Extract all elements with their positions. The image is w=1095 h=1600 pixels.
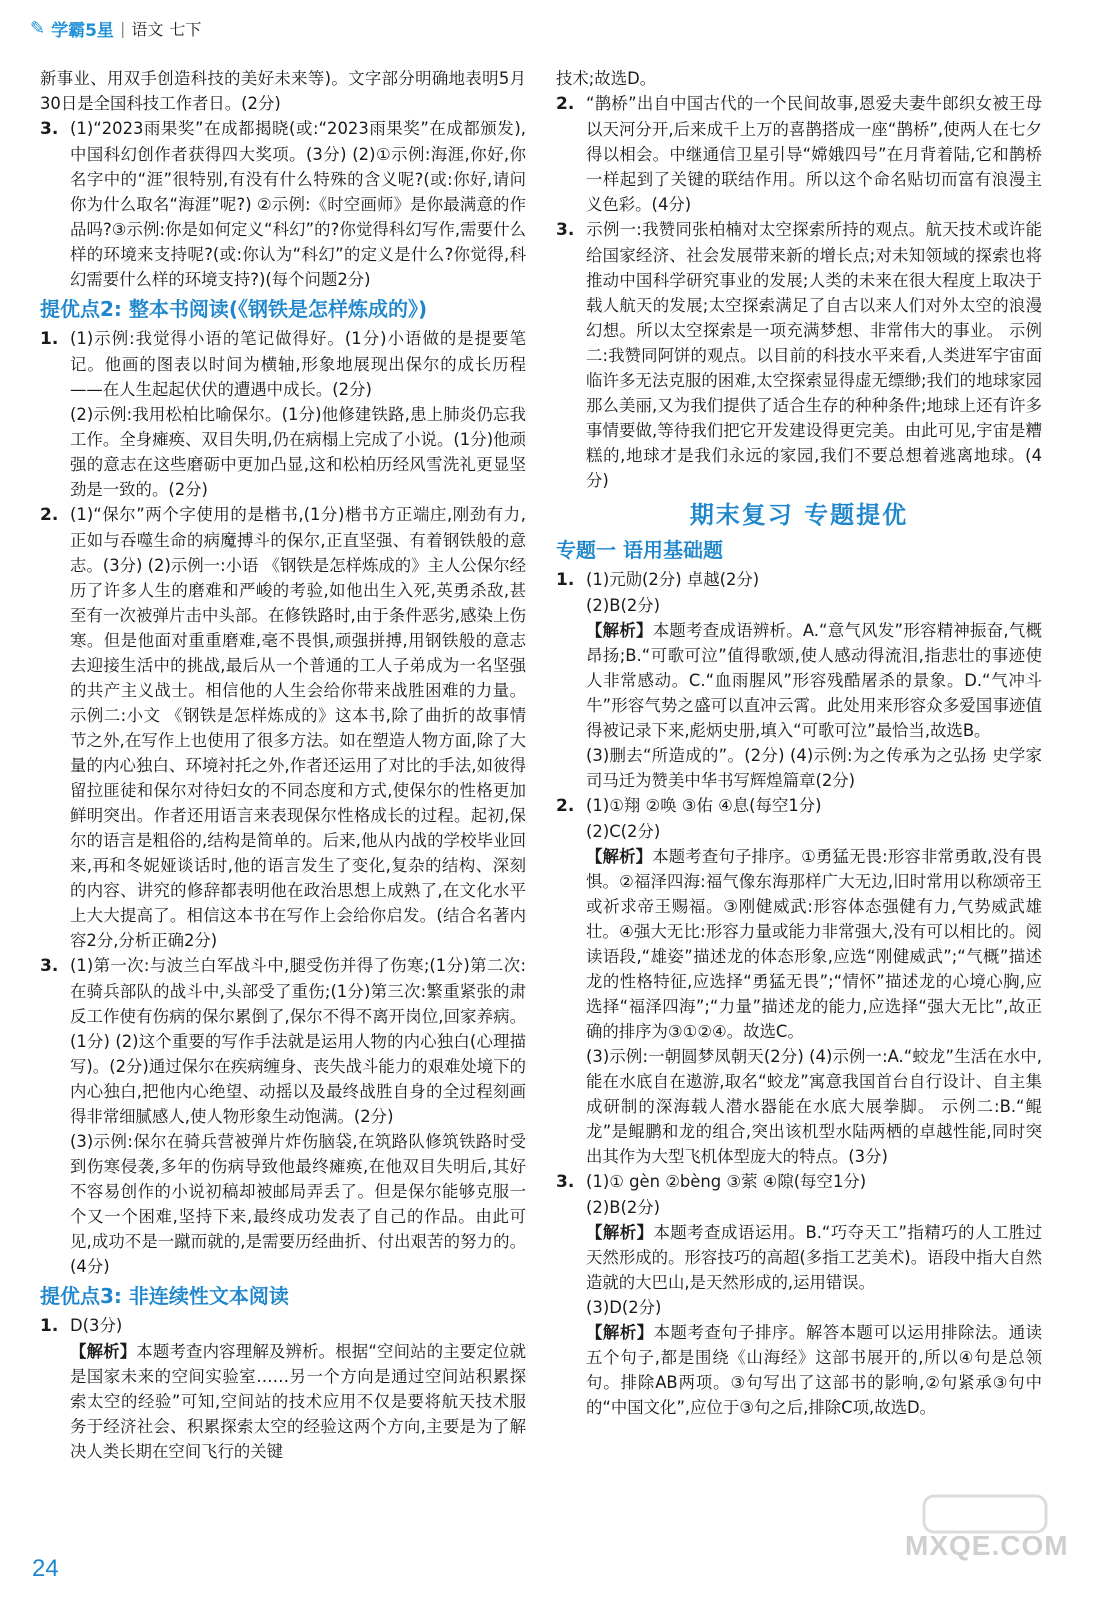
- answer-item: [40, 1313, 526, 1339]
- item-text: (1)元勋(2分) 卓越(2分): [586, 570, 760, 589]
- item-number: 3.: [40, 119, 59, 139]
- sub-answer: (3)示例:保尔在骑兵营被弹片炸伤脑袋,在筑路队修筑铁路时受到伤寒侵袭,多年的伤病导致他最终瘫痪,在他双目失明后,其好不容易创作的小说初稿却被邮局弄丢了。但是保尔能够克服一个又一个困难,坚持下来,最终成功发表了自己的作品。由此可见,成功不是一蹴而就的,是需要历经曲折、付出艰苦的努力的。(4分): [70, 1132, 526, 1276]
- item-number: 1.: [40, 329, 59, 349]
- analysis-label: 【解析】: [586, 1223, 654, 1242]
- item-number: 1.: [556, 570, 575, 590]
- item-number: 2.: [556, 796, 575, 816]
- item-text: (1)“保尔”两个字使用的是楷书,(1分)楷书方正端庄,刚劲有力,正如与吞噬生命的病魔搏斗的保尔,正直坚强、有着钢铁般的意志。(3分) (2)示例一:小语 《钢铁是怎样炼成的》主人公保尔经历了许多人生的磨难和严峻的考验,如他出生入死,英勇杀敌,甚至有一次被弹片击中头部。在修铁路时,由于条件恶劣,感染上伤寒。但是他面对重重磨难,毫不畏惧,顽强拼搏,用钢铁般的意志去迎接生活中的挑战,最后从一个普通的工人子弟成为一名坚强的共产主义战士。相信他的人生会给你带来战胜困难的力量。 示例二:小文 《钢铁是怎样炼成的》这本书,除了曲折的故事情节之外,在写作上也使用了很多方法。如在塑造人物方面,除了大量的内心独白、环境衬托之外,作者还运用了对比的手法,如彼得留拉匪徒和保尔对待妇女的不同态度和方式,使保尔的性格更加鲜明突出。作者还用语言来表现保尔性格成长的过程。起初,保尔的语言是粗俗的,结构是简单的。后来,他从内战的学校毕业回来,再和冬妮娅谈话时,他的语言发生了变化,复杂的结构、深刻的内容、讲究的修辞都表明他在政治思想上成熟了,在文化水平上大大提高了。相信这本书在写作上会给你启发。(结合名著内容2分,分析正确2分): [70, 505, 526, 950]
- item-number: 2.: [556, 94, 575, 114]
- analysis-text: 本题考查成语辨析。A.“意气风发”形容精神振奋,气概昂扬;B.“可歌可泣”值得歌颂,使人感动得流泪,指悲壮的事迹使人非常感动。C.“血雨腥风”形容残酷屠杀的景象。D.“气冲斗牛”形容气势之盛可以直冲云霄。此处用来形容众多爱国事迹值得被记录下来,彪炳史册,填入“可歌可泣”最恰当,故选B。: [586, 621, 1042, 740]
- analysis-text: 本题考查句子排序。①勇猛无畏:形容非常勇敢,没有畏惧。②福泽四海:福气像东海那样广大无边,旧时常用以称颂帝王或祈求帝王赐福。③刚健威武:形容体态强健有力,气势威武雄壮。④强大无比:形容力量或能力非常强大,没有可以相比的。阅读语段,“雄姿”描述龙的体态形象,应选“刚健威武”;“气概”描述龙的性格特征,应选择“勇猛无畏”;“情怀”描述龙的心境心胸,应选择“福泽四海”;“力量”描述龙的能力,应选择“强大无比”,故正确的排序为③①②④。故选C。: [586, 847, 1042, 1041]
- section-heading: 提优点3: 非连续性文本阅读: [40, 1284, 289, 1308]
- analysis-note: [556, 618, 1042, 743]
- sub-answer: (2)C(2分): [586, 822, 661, 841]
- watermark: MXQE.COM: [905, 1530, 1069, 1561]
- item-text: 示例一:我赞同张柏楠对太空探索所持的观点。航天技术或许能给国家经济、社会发展带来新的增长点;对未知领域的探索也将推动中国科学研究事业的发展;人类的未来在很大程度上取决于载人航天的发展;太空探索满足了自古以来人们对外太空的浪漫幻想。所以太空探索是一项充满梦想、非常伟大的事业。 示例二:我赞同阿饼的观点。以目前的科技水平来看,人类进军宇宙面临许多无法克服的困难,太空探索显得虚无缥缈;我们的地球家园那么美丽,又为我们提供了适合生存的种种条件;地球上还有许多事情要做,等待我们把它开发建设得更完美。由此可见,宇宙是糟糕的,地球才是我们永远的家园,我们不要总想着逃离地球。(4分): [586, 220, 1042, 490]
- answer-item: [556, 1169, 1042, 1195]
- item-text: (1)①翔 ②唤 ③佑 ④息(每空1分): [586, 796, 822, 815]
- sub-answer: (3)删去“所造成的”。(2分) (4)示例:为之传承为之弘扬 史学家司马迁为赞美中华书写辉煌篇章(2分): [586, 746, 1042, 790]
- right-column: [556, 66, 1042, 1420]
- chapter-heading: 期末复习 专题提优: [689, 501, 909, 529]
- answer-item: [40, 502, 526, 953]
- analysis-note: [556, 1220, 1042, 1295]
- analysis-note: [40, 1339, 526, 1464]
- header-grade: 七下: [169, 19, 202, 39]
- section-heading: 专题一 语用基础题: [556, 538, 723, 562]
- analysis-note: [556, 844, 1042, 1044]
- left-column: [40, 66, 526, 1464]
- analysis-label: 【解析】: [586, 847, 653, 866]
- sub-answer: (2)B(2分): [586, 596, 661, 615]
- item-text: (1)① gèn ②bèng ③萦 ④隙(每空1分): [586, 1172, 867, 1191]
- header-divider: |: [119, 18, 126, 38]
- answer-item: [556, 793, 1042, 819]
- answer-item: [40, 953, 526, 1129]
- brand-logo-icon: ✎: [30, 17, 46, 39]
- analysis-note: [556, 1320, 1042, 1420]
- section-heading: 提优点2: 整本书阅读(《钢铁是怎样炼成的》): [40, 297, 428, 321]
- analysis-text: 本题考查句子排序。解答本题可以运用排除法。通读五个句子,都是围绕《山海经》这部书展开的,所以④句是总领句。排除AB两项。③句写出了这部书的影响,②句紧承③句中的“中国文化”,应位于③句之后,排除C项,故选D。: [586, 1323, 1043, 1417]
- answer-item: [40, 116, 526, 292]
- analysis-text: 本题考查成语运用。B.“巧夺天工”指精巧的人工胜过天然形成的。形容技巧的高超(多指工艺美术)。语段中指大自然造就的大巴山,是天然形成的,运用错误。: [586, 1223, 1042, 1292]
- item-text: “鹊桥”出自中国古代的一个民间故事,恩爱夫妻牛郎织女被王母以天河分开,后来成千上万的喜鹊搭成一座“鹊桥”,使两人在七夕得以相会。中继通信卫星引导“嫦娥四号”在月背着陆,它和鹊桥一样起到了关键的联结作用。所以这个命名贴切而富有浪漫主义色彩。(4分): [586, 94, 1042, 214]
- item-text: (1)“2023雨果奖”在成都揭晓(或:“2023雨果奖”在成都颁发),中国科幻创作者获得四大奖项。(3分) (2)①示例:海涯,你好,你名字中的“涯”很特别,有没有什么特殊的含义呢?(或:你好,请问你为什么取名“海涯”呢?) ②示例:《时空画师》是你最满意的作品吗?③示例:你是如何定义“科幻”的?你觉得科幻写作,需要什么样的环境来支持呢?(或:你认为“科幻”的定义是什么?你觉得,科幻需要什么样的环境支持?)(每个问题2分): [70, 119, 526, 289]
- analysis-label: 【解析】: [70, 1342, 137, 1361]
- item-number: 3.: [556, 220, 575, 240]
- answer-item: [556, 91, 1042, 217]
- answer-item: [40, 326, 526, 402]
- sub-answer: (2)B(2分): [586, 1198, 661, 1217]
- item-number: 3.: [40, 956, 59, 976]
- paragraph: 技术;故选D。: [556, 69, 657, 88]
- brand-name: 学霸5星: [51, 20, 114, 41]
- header-subject: 语文: [131, 19, 164, 39]
- item-number: 2.: [40, 505, 59, 525]
- item-number: 1.: [40, 1316, 59, 1336]
- paragraph: 新事业、用双手创造科技的美好未来等)。文字部分明确地表明5月30日是全国科技工作者日。(2分): [40, 69, 526, 113]
- answer-item: [556, 217, 1042, 493]
- item-number: 3.: [556, 1172, 575, 1192]
- item-text: (1)第一次:与波兰白军战斗中,腿受伤并得了伤寒;(1分)第二次:在骑兵部队的战斗中,头部受了重伤;(1分)第三次:繁重紧张的肃反工作使有伤病的保尔累倒了,保尔不得不离开岗位,回家养病。(1分) (2)这个重要的写作手法就是运用人物的内心独白(心理描写)。(2分)通过保尔在疾病缠身、丧失战斗能力的艰难处境下的内心独白,把他内心绝望、动摇以及最终战胜自身的全过程刻画得非常细腻感人,使人物形象生动饱满。(2分): [70, 956, 526, 1126]
- sub-answer: (3)示例:一朝圆梦凤朝天(2分) (4)示例一:A.“蛟龙”生活在水中,能在水底自在遨游,取名“蛟龙”寓意我国首台自行设计、自主集成研制的深海载人潜水器能在水底大展拳脚。 示例二:B.“鲲龙”是鲲鹏和龙的组合,突出该机型水陆两栖的卓越性能,同时突出其作为大型飞机体型庞大的特点。(3分): [586, 1047, 1042, 1166]
- item-text: D(3分): [70, 1316, 123, 1335]
- page-header: [30, 8, 201, 48]
- answer-item: [556, 567, 1042, 593]
- item-text: (1)示例:我觉得小语的笔记做得好。(1分)小语做的是提要笔记。他画的图表以时间为横轴,形象地展现出保尔的成长历程——在人生起起伏伏的遭遇中成长。(2分): [70, 329, 526, 399]
- analysis-text: 本题考查内容理解及辨析。根据“空间站的主要定位就是国家未来的空间实验室……另一个方向是通过空间站积累探索太空的经验”可知,空间站的技术应用不仅是要将航天技术服务于经济社会、积累探索太空的经验这两个方向,主要是为了解决人类长期在空间飞行的关键: [70, 1342, 526, 1461]
- sub-answer: (3)D(2分): [586, 1298, 662, 1317]
- analysis-label: 【解析】: [586, 621, 653, 640]
- sub-answer: (2)示例:我用松柏比喻保尔。(1分)他修建铁路,患上肺炎仍忘我工作。全身瘫痪、双目失明,仍在病榻上完成了小说。(1分)他顽强的意志在这些磨砺中更加凸显,这和松柏历经风雪洗礼更显坚劲是一致的。(2分): [70, 405, 526, 499]
- page-number: 24: [32, 1555, 59, 1582]
- analysis-label: 【解析】: [586, 1323, 654, 1342]
